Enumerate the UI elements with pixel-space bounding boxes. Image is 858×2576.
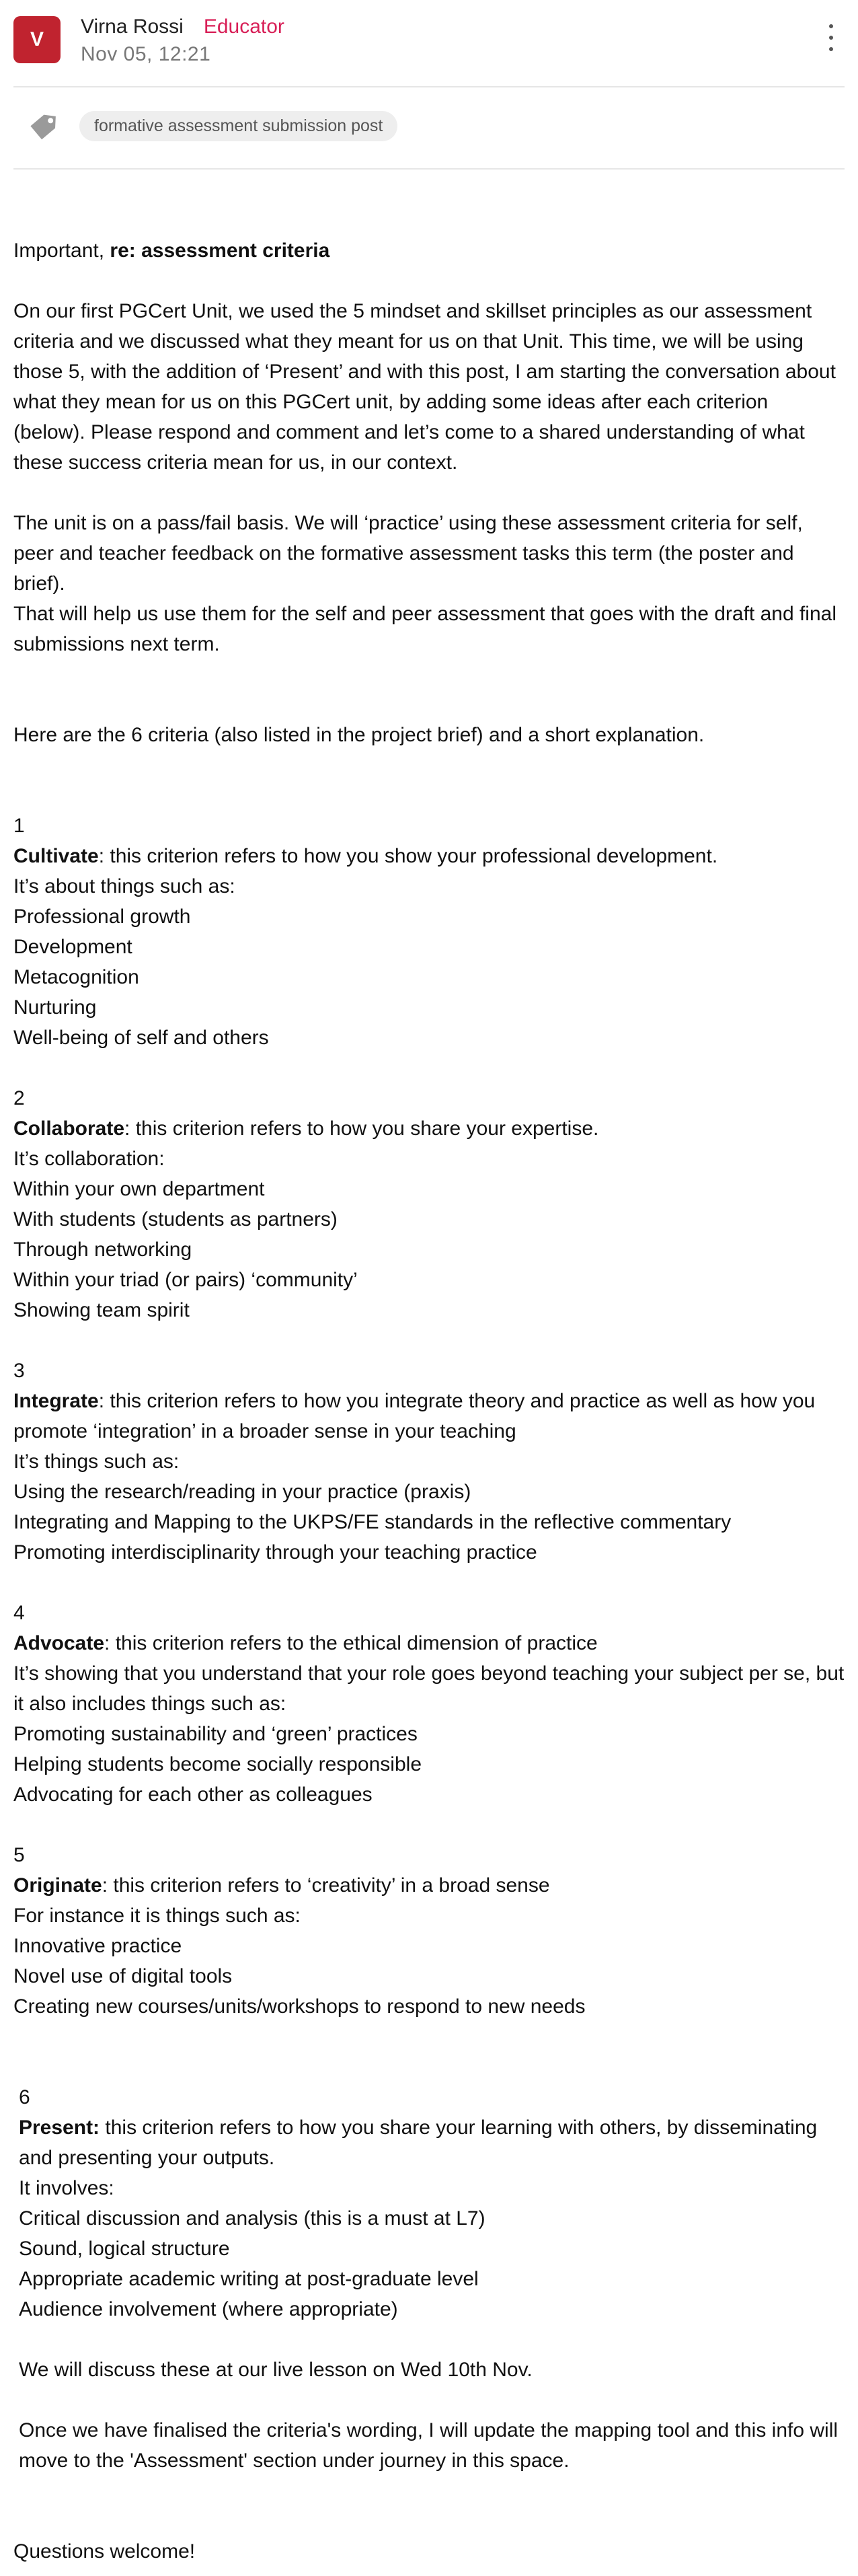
criterion-item: Critical discussion and analysis (this is a must at L7) [19, 2207, 485, 2230]
divider [13, 86, 845, 87]
criterion-item: Appropriate academic writing at post-graduate level [19, 2268, 479, 2290]
post-body [13, 235, 850, 2567]
author-name[interactable]: Virna Rossi [81, 15, 184, 38]
author-line [81, 13, 284, 40]
closing-paragraph-2: Once we have finalised the criteria's wording, I will update the mapping tool and this info will move to the 'Assessment' section under journey in this space. [19, 2419, 844, 2472]
criterion-item: Promoting sustainability and ‘green’ practices [13, 1723, 418, 1745]
tag-icon [24, 109, 65, 143]
post-timestamp: Nov 05, 12:21 [81, 43, 211, 65]
criterion-lead: It’s about things such as: [13, 875, 235, 897]
intro-paragraph-4: Here are the 6 criteria (also listed in the project brief) and a short explanation. [13, 724, 705, 746]
criterion-number: 4 [13, 1602, 25, 1624]
criterion-block [13, 2082, 845, 2476]
criterion-lead: For instance it is things such as: [13, 1905, 301, 1927]
more-vertical-icon-dot [829, 47, 833, 51]
criterion-block [13, 811, 845, 1053]
criterion-title [13, 1386, 845, 1446]
criterion-lead: It’s showing that you understand that your role goes beyond teaching your subject per se, but it also includes things such as: [13, 1662, 850, 1715]
post-header [13, 13, 845, 67]
avatar[interactable]: V [13, 16, 61, 63]
criterion-desc: : this criterion refers to how you share your expertise. [124, 1117, 599, 1140]
more-vertical-icon [829, 24, 833, 28]
criterion-desc: : this criterion refers to how you show your professional development. [98, 845, 718, 867]
intro-heading [13, 235, 845, 266]
criterion-title [13, 1113, 845, 1144]
criterion-item: Advocating for each other as colleagues [13, 1783, 373, 1806]
more-options-button[interactable] [823, 24, 839, 51]
closing-paragraph-3: Questions welcome! [13, 2540, 196, 2563]
criterion-number: 5 [13, 1844, 25, 1866]
intro-lead: Important, [13, 240, 110, 262]
criterion-item: Sound, logical structure [19, 2238, 230, 2260]
criterion-block [13, 1356, 845, 1568]
criterion-name: Advocate [13, 1632, 105, 1654]
criterion-number: 2 [13, 1087, 25, 1109]
criterion-lead: It’s things such as: [13, 1450, 180, 1473]
intro-paragraph-1: On our first PGCert Unit, we used the 5 mindset and skillset principles as our assessment criteria and we discussed what they meant for us on that Unit. This time, we will be using those 5, with the addition of ‘Present’ and with this post, I am starting the conversation about what they mean for us on this PGCert unit, by adding some ideas after each criterion (below). Please respond and comment and let’s come to a shared understanding of what these success criteria mean for us, in our context. [13, 300, 842, 474]
criterion-number: 1 [13, 815, 25, 837]
criterion-name: Collaborate [13, 1117, 125, 1140]
criterion-number: 6 [19, 2086, 30, 2108]
criterion-title [13, 841, 845, 871]
criterion-item: Through networking [13, 1239, 192, 1261]
criterion-name: Cultivate [13, 845, 99, 867]
criterion-item: Within your triad (or pairs) ‘community’ [13, 1269, 358, 1291]
criterion-title [19, 2112, 845, 2173]
criterion-number: 3 [13, 1360, 25, 1382]
closing-paragraph-1: We will discuss these at our live lesson on Wed 10th Nov. [19, 2359, 533, 2381]
criterion-lead: It’s collaboration: [13, 1148, 165, 1170]
author-role-badge: Educator [203, 15, 284, 38]
criterion-desc: : this criterion refers to how you integrate theory and practice as well as how you promote ‘integration’ in a broader sense in your teaching [13, 1390, 821, 1442]
criterion-item: Innovative practice [13, 1935, 182, 1957]
criterion-block [13, 1598, 850, 1810]
criterion-block [13, 1083, 845, 1325]
tag-row [24, 108, 397, 144]
criterion-item: Creating new courses/units/workshops to respond to new needs [13, 1995, 586, 2018]
criterion-name: Originate [13, 1874, 102, 1897]
divider [13, 168, 845, 170]
criterion-name: Present: [19, 2117, 100, 2139]
criterion-item: Novel use of digital tools [13, 1965, 233, 1987]
criterion-item: Promoting interdisciplinarity through your teaching practice [13, 1541, 537, 1563]
more-vertical-icon-dot [829, 36, 833, 40]
criterion-title [13, 1628, 845, 1658]
criterion-block [13, 1840, 845, 2022]
criterion-item: Showing team spirit [13, 1299, 190, 1321]
criterion-item: With students (students as partners) [13, 1208, 338, 1230]
criterion-item: Nurturing [13, 996, 97, 1019]
criterion-item: Metacognition [13, 966, 139, 988]
criterion-item: Professional growth [13, 906, 191, 928]
intro-paragraph-2: The unit is on a pass/fail basis. We will ‘practice’ using these assessment criteria for self, peer and teacher feedback on the formative assessment tasks this term (the poster and brief). [13, 512, 809, 595]
criterion-item: Helping students become socially responsible [13, 1753, 422, 1775]
criterion-title [13, 1870, 845, 1901]
criterion-name: Integrate [13, 1390, 99, 1412]
intro-lead-bold: re: assessment criteria [110, 240, 330, 262]
criterion-desc: : this criterion refers to the ethical dimension of practice [104, 1632, 598, 1654]
criterion-item: Integrating and Mapping to the UKPS/FE standards in the reflective commentary [13, 1511, 732, 1533]
criterion-item: Within your own department [13, 1178, 265, 1200]
tag-chip[interactable]: formative assessment submission post [79, 111, 397, 141]
criterion-desc: : this criterion refers to ‘creativity’ in a broad sense [102, 1874, 550, 1897]
criterion-lead: It involves: [19, 2177, 114, 2199]
criterion-item: Well-being of self and others [13, 1027, 269, 1049]
criterion-item: Using the research/reading in your practice (praxis) [13, 1481, 471, 1503]
criterion-desc: this criterion refers to how you share your learning with others, by disseminating and presenting your outputs. [19, 2117, 823, 2169]
criterion-item: Audience involvement (where appropriate) [19, 2298, 398, 2320]
criterion-item: Development [13, 936, 132, 958]
intro-paragraph-3: That will help us use them for the self and peer assessment that goes with the draft and final submissions next term. [13, 603, 843, 655]
